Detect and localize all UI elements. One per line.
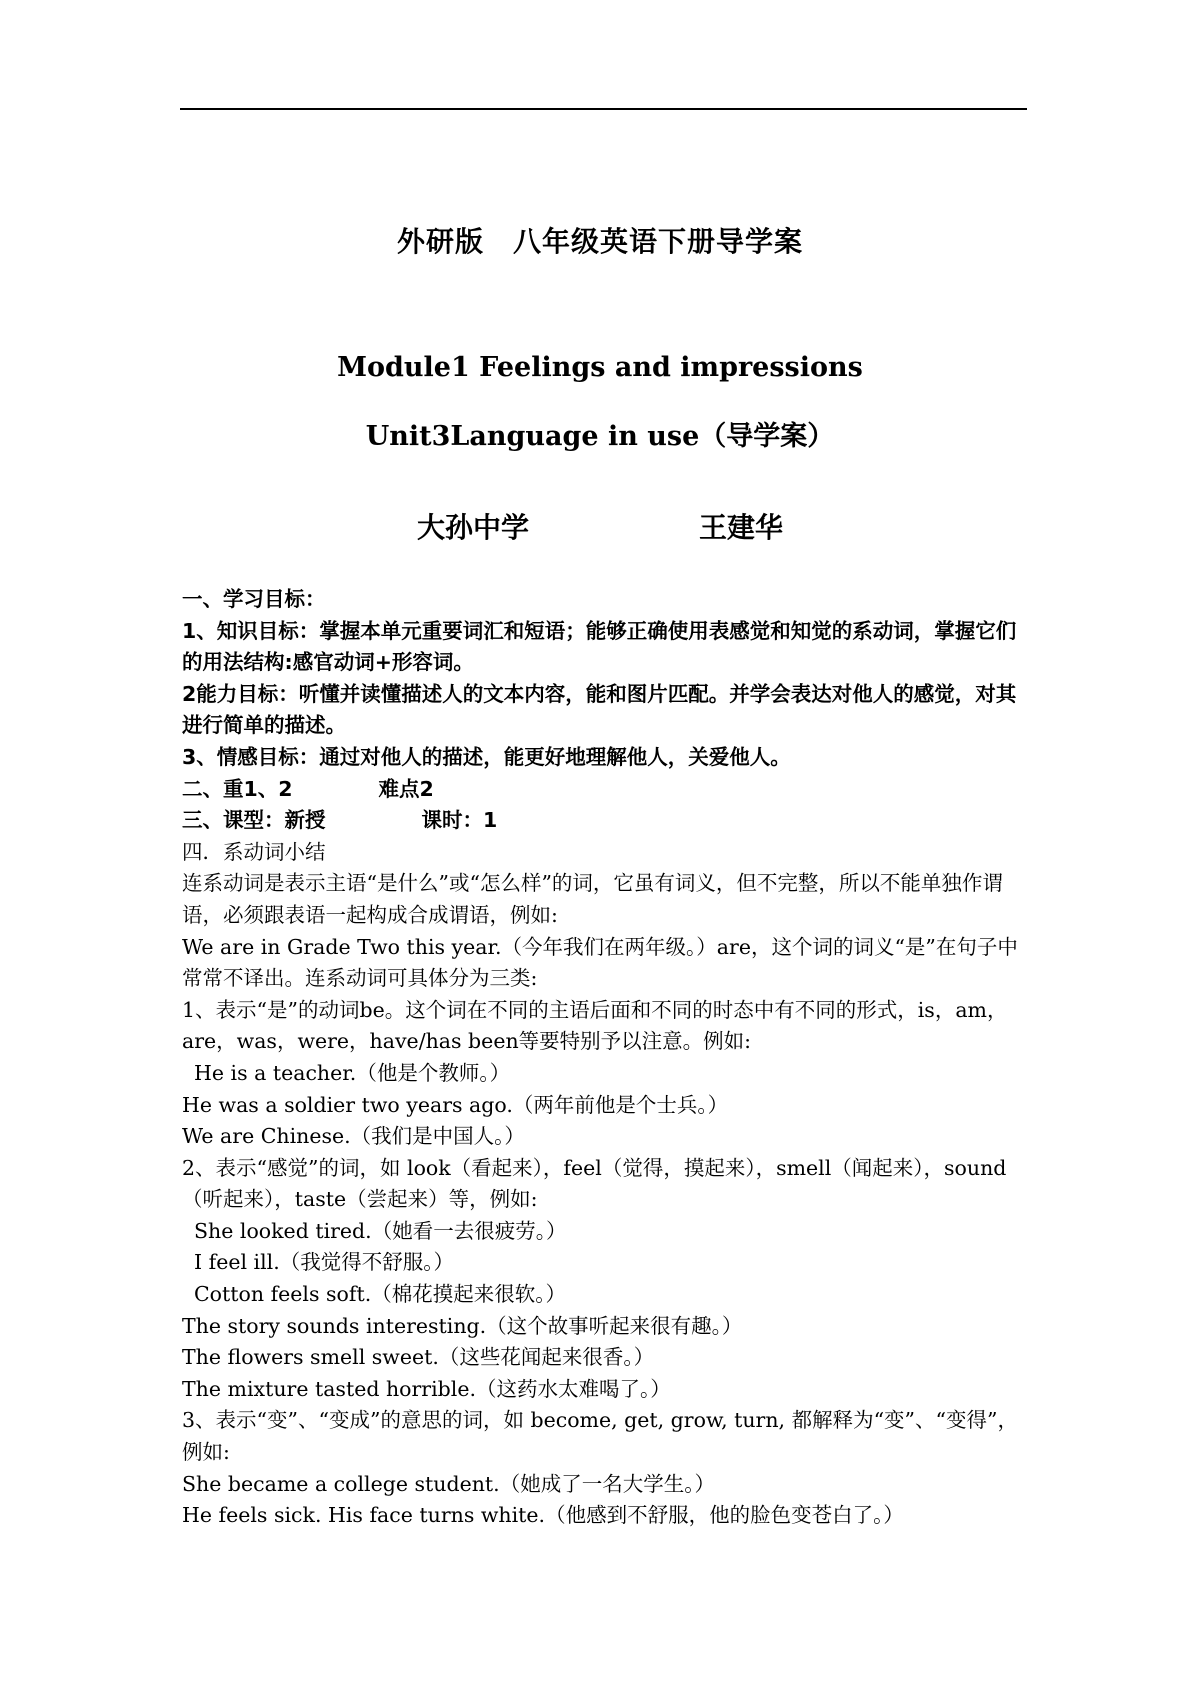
lesson-line — [182, 805, 1032, 837]
author-line — [0, 506, 1200, 546]
module-title: Module1 Feelings and impressions — [337, 352, 863, 383]
lesson-hours: 课时：1 — [421, 808, 498, 833]
emotion-objective: 3、情感目标：通过对他人的描述，能更好地理解他人，关爱他人。 — [182, 744, 791, 769]
type1-description: 1、表示“是”的动词be。这个词在不同的主语后面和不同的时态中有不同的形式，is，am，are，was，were，have/has been等要特别予以注意。例如: — [182, 997, 1008, 1054]
example-sentence: We are Chinese.（我们是中国人。） — [182, 1124, 525, 1149]
body-content — [182, 584, 1032, 1532]
example-sentence: She became a college student.（她成了一名大学生。） — [182, 1471, 715, 1496]
summary-intro: 连系动词是表示主语“是什么”或“怎么样”的词，它虽有词义，但不完整，所以不能单独作谓语，必须跟表语一起构成合成谓语，例如: — [182, 871, 1003, 927]
document-title: 外研版 八年级英语下册导学案 — [396, 225, 803, 258]
example-sentence: He was a soldier two years ago.（两年前他是个士兵。） — [182, 1092, 729, 1117]
summary-intro-example: We are in Grade Two this year.（今年我们在两年级。）are，这个词的词义“是”在句子中常常不译出。连系动词可具体分为三类: — [182, 934, 1018, 991]
example-sentence: She looked tired.（她看一去很疲劳。） — [194, 1218, 567, 1243]
ability-objective: 2能力目标：听懂并读懂描述人的文本内容，能和图片匹配。并学会表达对他人的感觉，对其进行简单的描述。 — [182, 681, 1017, 738]
unit-title: Unit3Language in use（导学案） — [365, 421, 835, 452]
type2-description: 2、表示“感觉”的词，如 look（看起来），feel（觉得，摸起来），smell（闻起来），sound（听起来），taste（尝起来）等，例如: — [182, 1155, 1007, 1212]
example-sentence: The story sounds interesting.（这个故事听起来很有趣。） — [182, 1313, 743, 1338]
example-sentence: He is a teacher.（他是个教师。） — [194, 1060, 511, 1085]
difficult-points: 难点2 — [378, 776, 434, 801]
key-points-line — [182, 774, 1032, 806]
header-rule — [180, 108, 1027, 110]
knowledge-objective: 1、知识目标：掌握本单元重要词汇和短语；能够正确使用表感觉和知觉的系动词，掌握它们的用法结构:感官动词+形容词。 — [182, 618, 1017, 675]
example-sentence: The flowers smell sweet.（这些花闻起来很香。） — [182, 1345, 655, 1370]
objectives-heading: 一、学习目标： — [182, 587, 326, 611]
example-sentence: He feels sick. His face turns white.（他感到不舒服，他的脸色变苍白了。） — [182, 1503, 904, 1528]
example-sentence: The mixture tasted horrible.（这药水太难喝了。） — [182, 1376, 671, 1401]
summary-heading: 四．系动词小结 — [182, 839, 326, 864]
school-name: 大孙中学 — [416, 511, 529, 544]
example-sentence: Cotton feels soft.（棉花摸起来很软。） — [194, 1282, 566, 1307]
type3-description: 3、表示“变”、“变成”的意思的词，如 become, get, grow, turn, 都解释为“变”、“变得”，例如: — [182, 1408, 1018, 1465]
example-sentence: I feel ill.（我觉得不舒服。） — [194, 1250, 454, 1275]
author-name: 王建华 — [699, 511, 784, 544]
key-points: 二、重1、2 — [182, 776, 293, 801]
lesson-type: 三、课型：新授 — [182, 808, 326, 833]
